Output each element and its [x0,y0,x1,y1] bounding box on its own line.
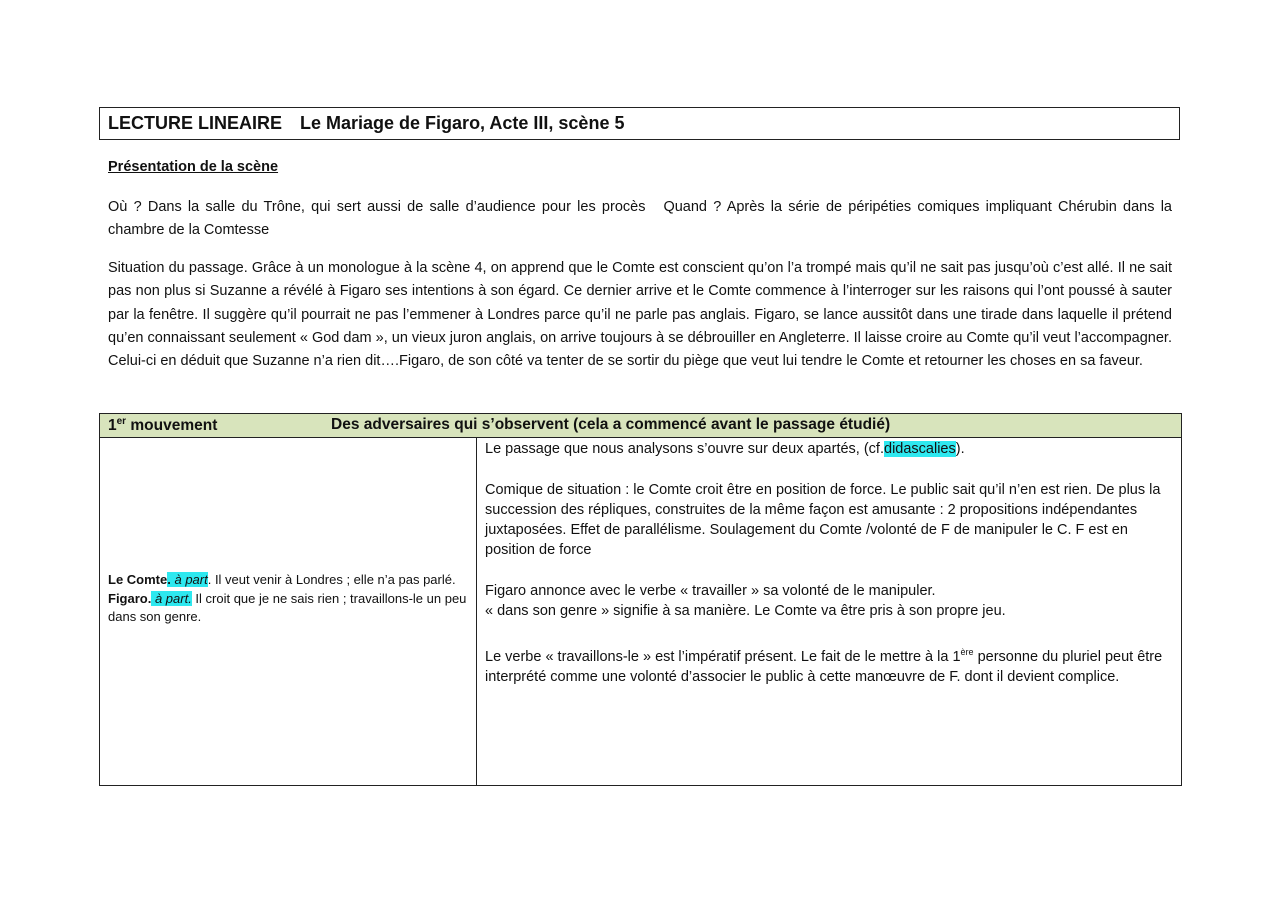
analysis-paragraph-1: Le passage que nous analysons s’ouvre sur deux apartés, (cf.didascalies). [485,441,965,457]
presentation-heading: Présentation de la scène [108,159,279,175]
when-text: Quand ? Après la série de péripéties comiques impliquant Chérubin dans la chambre de la Comtesse [108,199,1172,239]
movement-title: Des adversaires qui s’observent (cela a commencé avant le passage étudié) [331,416,891,433]
figaro-name: Figaro. [108,590,152,606]
situation-paragraph: Situation du passage. Grâce à un monologue à la scène 4, on apprend que le Comte est conscient qu’on l’a trompé mais qu’il ne sait pas jusqu’où c’est allé. Il ne sait pas non plus si Suzanne a révélé à Figaro ses intentions à son égard. Ce dernier arrive et le Comte commence à l’interroger sur les raisons qui l’ont poussé à sauter par la fenêtre. Il suggère qu’il pourrait ne pas l’emmener à Londres parce qu’il ne parle pas anglais. Figaro, se lance aussitôt dans une tirade dans laquelle il prétend qu’en connaissant seulement « God dam », un vieux juron anglais, on arrive toujours à se débrouiller en Angleterre. Il laisse croire au Comte qu’il veut l’accompagner. Celui-ci en déduit que Suzanne n’a rien dit….Figaro, de son côté va tenter de se sortir du piège que veut lui tendre le Comte et retourner les choses en sa faveur. [108,260,1172,370]
figaro-aside: à part. [151,590,192,606]
where-when-paragraph [108,196,1172,243]
title-part-1: LECTURE LINEAIRE [108,113,283,133]
movement-table [99,413,1182,786]
figaro-line [108,590,468,627]
didascalies-highlight: didascalies [884,441,956,457]
text-excerpt-cell [108,571,468,627]
movement-number: 1er mouvement [108,416,218,435]
movement-header [100,414,1181,438]
column-divider [476,438,477,785]
where-text: Où ? Dans la salle du Trône, qui sert aussi de salle d’audience pour les procès [108,199,646,215]
comte-name: Le Comte [108,572,168,587]
document-title [99,107,1180,140]
analysis-paragraph-3: Figaro annonce avec le verbe « travailler » sa volonté de le manipuler. « dans son genre » signifie à sa manière. Le Comte va être pris à son propre jeu. [485,583,1006,620]
comte-line [108,571,468,590]
title-part-2: Le Mariage de Figaro, Acte III, scène 5 [300,113,625,133]
figaro-speech: Il croit que je ne sais rien ; travaillons-le un peu dans son genre. [108,590,467,624]
comte-speech: . Il veut venir à Londres ; elle n’a pas parlé. [207,572,456,587]
analysis-paragraph-2: Comique de situation : le Comte croit être en position de force. Le public sait qu’il n’en est rien. De plus la succession des répliques, construites de la même façon est amusante : 2 propositions indépendantes juxtaposées. Effet de parallélisme. Soulagement du Comte /volonté de F de manipuler le C. F est en position de force [485,481,1161,559]
comte-aside: . à part [167,572,208,587]
analysis-cell [485,439,1177,708]
analysis-paragraph-4: Le verbe « travaillons-le » est l’impératif présent. Le fait de le mettre à la 1ère personne du pluriel peut être interprété comme une volonté d’associer le public à cette manœuvre de F. dont il devient complice. [485,646,1163,686]
